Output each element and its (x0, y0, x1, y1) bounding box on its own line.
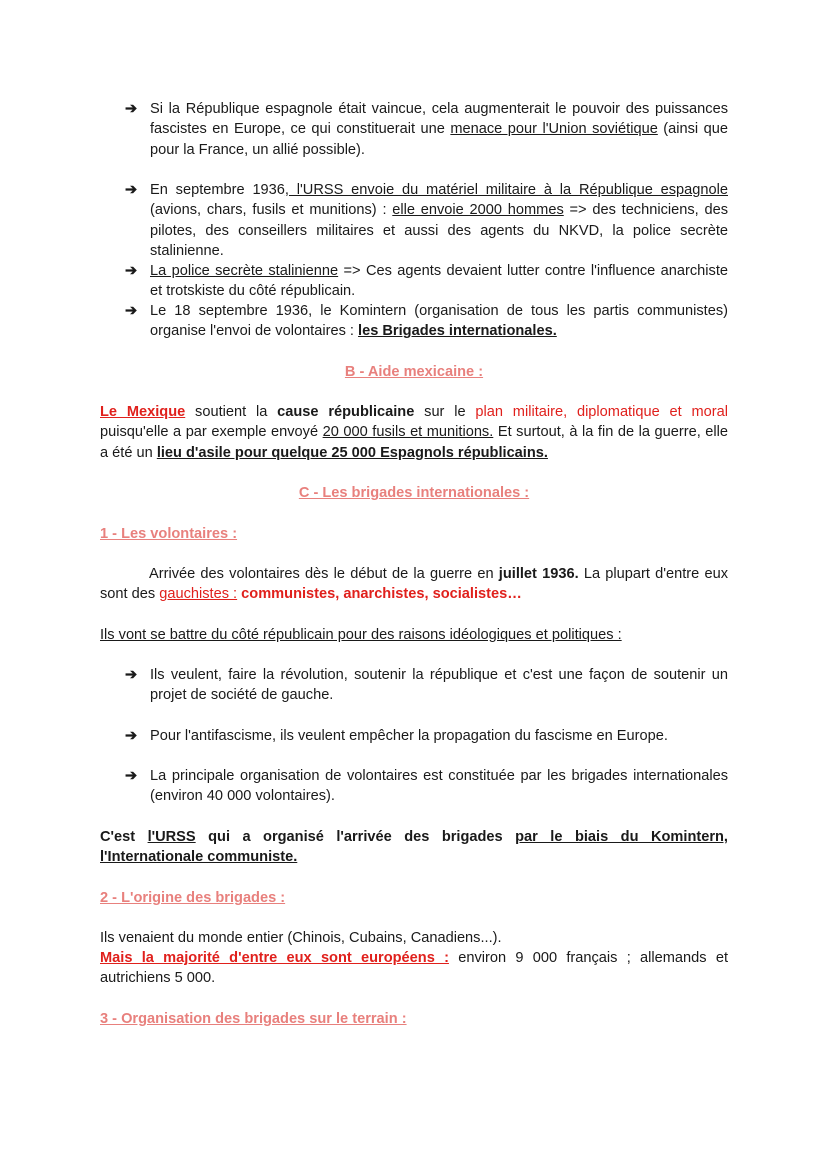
bullet-urss-material: ➔ En septembre 1936, l'URSS envoie du matériel militaire à la République espagnole (avions, chars, fusils et munitions) : elle envoie 2000 hommes => des techniciens, des pilotes, des conseillers militaires et aussi des agents du NKVD, la police secrète stalinienne. (125, 182, 729, 259)
origin-line: Ils venaient du monde entier (Chinois, Cubains, Canadiens...). (100, 930, 502, 946)
reasons-title: Ils vont se battre du côté républicain pour des raisons idéologiques et politiques : (100, 627, 622, 643)
paragraph-origin: Mais la majorité d'entre eux sont européens : environ 9 000 français ; allemands et autrichiens 5 000. (100, 950, 728, 987)
arrow-icon: ➔ (125, 768, 138, 784)
bullet-komintern: ➔ Le 18 septembre 1936, le Komintern (organisation de tous les partis communistes) organise l'envoi de volontaires : les Brigades internationales. (125, 303, 728, 340)
paragraph-mexico: Le Mexique soutient la cause républicaine sur le plan militaire, diplomatique et moral puisqu'elle a par exemple envoyé 20 000 fusils et munitions. Et surtout, à la fin de la guerre, elle a été un lieu d'asile pour quelque 25 000 Espagnols républicains. (100, 404, 729, 461)
paragraph-volunteers: Arrivée des volontaires dès le début de la guerre en juillet 1936. La plupart d'entre eux sont des gauchistes : communistes, anarchistes, socialistes… (100, 566, 729, 603)
subheading-organisation: 3 - Organisation des brigades sur le terrain : (100, 1011, 407, 1027)
arrow-icon: ➔ (125, 728, 138, 744)
paragraph-conclusion: C'est l'URSS qui a organisé l'arrivée des brigades par le biais du Komintern, l'Internationale communiste. (100, 829, 728, 866)
arrow-icon: ➔ (125, 667, 138, 683)
bullet-revolution: ➔ Ils veulent, faire la révolution, soutenir la république et c'est une façon de soutenir un projet de société de gauche. (125, 667, 728, 704)
subheading-origin: 2 - L'origine des brigades : (100, 890, 286, 906)
arrow-icon: ➔ (125, 182, 138, 198)
bullet-organisation: ➔ La principale organisation de volontaires est constituée par les brigades internationales (environ 40 000 volontaires). (125, 768, 728, 805)
subheading-volunteers: 1 - Les volontaires : (100, 526, 238, 542)
underlined-phrase: menace pour l'Union soviétique (450, 121, 658, 138)
arrow-icon: ➔ (125, 303, 138, 319)
bullet-soviet-threat: ➔ Si la République espagnole était vaincue, cela augmenterait le pouvoir des puissances fascistes en Europe, ce qui constituerait une menace pour l'Union soviétique (ainsi que pour la France, un allié possible). (125, 101, 728, 158)
section-heading-b: B - Aide mexicaine : (344, 364, 484, 380)
arrow-icon: ➔ (125, 263, 138, 279)
bullet-secret-police: ➔ La police secrète stalinienne => Ces agents devaient lutter contre l'influence anarchiste et trotskiste du côté républicain. (125, 263, 728, 300)
arrow-icon: ➔ (125, 101, 138, 117)
section-heading-c: C - Les brigades internationales : (298, 485, 530, 501)
bullet-antifascism: ➔ Pour l'antifascisme, ils veulent empêcher la propagation du fascisme en Europe. (125, 726, 728, 746)
